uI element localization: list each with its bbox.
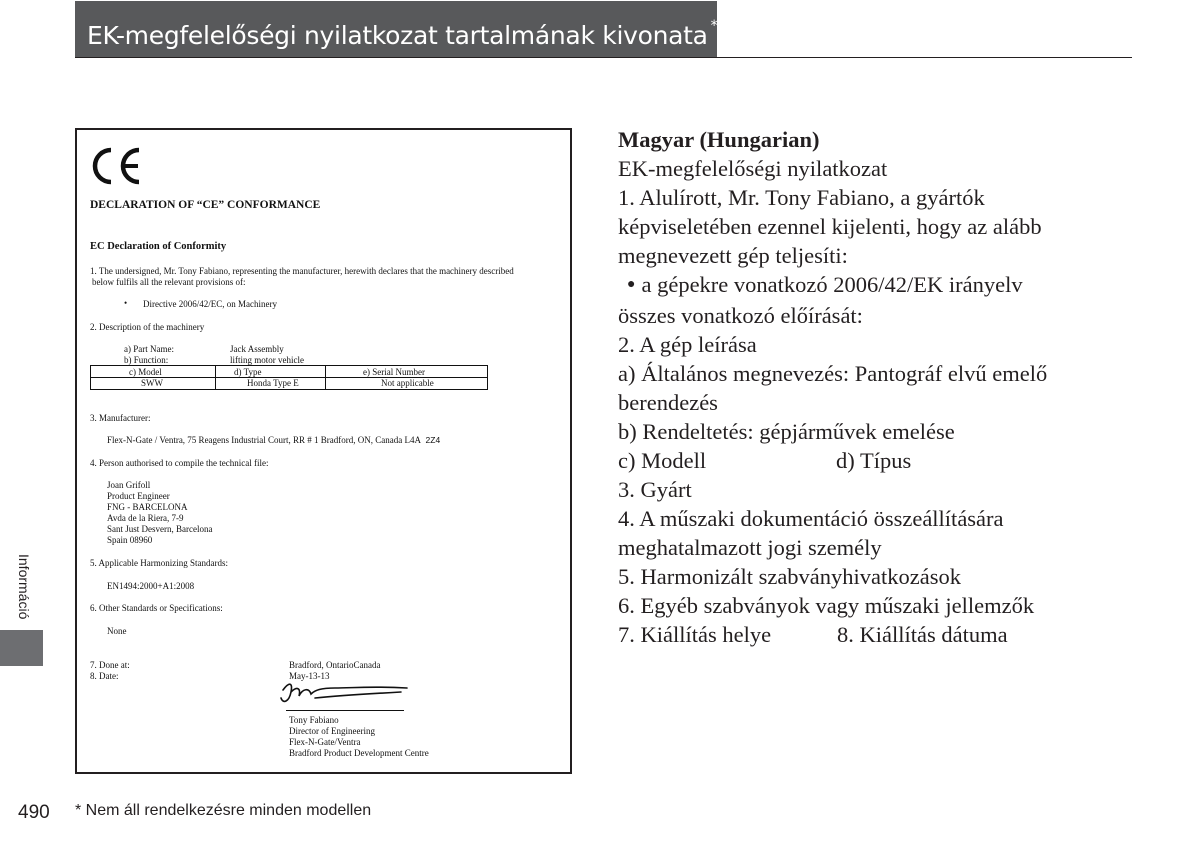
translation-line: képviseletében ezennel kijelenti, hogy az alább — [618, 214, 1042, 239]
part-name-value: Jack Assembly — [230, 344, 284, 354]
translation-bullet-item — [618, 270, 1178, 301]
model-type-table — [90, 365, 488, 390]
item4-line: Product Engineer — [107, 491, 170, 501]
table-header-type: d) Type — [234, 367, 262, 377]
item4-line: Avda de la Riera, 7-9 — [107, 513, 184, 523]
item8-label: 8. Date: — [90, 671, 119, 681]
translation-line: 2. A gép leírása — [618, 332, 757, 358]
item6-value: None — [107, 626, 127, 636]
item6-title: 6. Other Standards or Specifications: — [90, 603, 223, 613]
translation-line: megnevezett gép teljesíti: — [618, 243, 848, 268]
table-cell-type: Honda Type E — [247, 378, 299, 388]
translation-line: b) Rendeltetés: gépjárművek emelése — [618, 419, 955, 445]
translation-model: c) Modell — [618, 448, 707, 474]
side-tab-label: Információ — [16, 554, 32, 620]
translation-subtitle: EK-megfelelőségi nyilatkozat — [618, 156, 888, 181]
translation-line: 1. Alulírott, Mr. Tony Fabiano, a gyártók — [618, 185, 985, 210]
translation-date: 8. Kiállítás dátuma — [837, 622, 1008, 648]
page-title — [87, 18, 718, 50]
item7-value: Bradford, OntarioCanada — [289, 660, 381, 670]
footnote: * Nem áll rendelkezésre minden modellen — [75, 802, 372, 819]
item3-title: 3. Manufacturer: — [90, 413, 151, 423]
signatory-line: Bradford Product Development Centre — [289, 748, 429, 758]
ec-declaration-title: EC Declaration of Conformity — [90, 241, 227, 252]
title-footnote-mark: * — [710, 18, 718, 34]
item4-line: Sant Just Desvern, Barcelona — [107, 524, 213, 534]
declaration-title: DECLARATION OF “CE” CONFORMANCE — [90, 199, 321, 211]
signatory-line: Flex-N-Gate/Ventra — [289, 737, 361, 747]
part-name-label: a) Part Name: — [124, 344, 174, 354]
translation-heading: Magyar (Hungarian) — [618, 127, 820, 152]
manufacturer-postal-code: 2Z4 — [425, 435, 441, 445]
function-value: lifting motor vehicle — [230, 355, 304, 365]
manufacturer-address: Flex-N-Gate / Ventra, 75 Reagens Industrial Court, RR # 1 Bradford, ON, Canada L4A — [107, 435, 422, 445]
item3-value — [107, 435, 440, 445]
item4-title: 4. Person authorised to compile the technical file: — [90, 458, 269, 468]
function-label: b) Function: — [124, 355, 169, 365]
table-header-model: c) Model — [129, 367, 162, 377]
table-divider — [325, 366, 326, 389]
translation-line: 5. Harmonizált szabványhivatkozások — [618, 564, 962, 590]
translation-bullet-text: a gépekre vonatkozó 2006/42/EK irányelv — [641, 272, 1023, 297]
translation-line-model-type — [618, 446, 1178, 475]
item1-line1: 1. The undersigned, Mr. Tony Fabiano, representing the manufacturer, herewith declares that the machinery described — [90, 266, 514, 276]
item1-bullet-dot: • — [124, 298, 128, 308]
table-header-serial: e) Serial Number — [363, 367, 425, 377]
translation-line: 4. A műszaki dokumentáció összeállítására — [618, 506, 1004, 532]
translation-place: 7. Kiállítás helye — [618, 622, 772, 648]
translation-type: d) Típus — [836, 448, 912, 474]
item7-label: 7. Done at: — [90, 660, 130, 670]
item5-value: EN1494:2000+A1:2008 — [107, 581, 195, 591]
item8-value: May-13-13 — [289, 671, 330, 681]
signatory-line: Director of Engineering — [289, 726, 375, 736]
item4-line: FNG - BARCELONA — [107, 502, 188, 512]
table-cell-serial: Not applicable — [381, 378, 434, 388]
signature-line — [286, 710, 404, 711]
translation-line: meghatalmazott jogi személy — [618, 535, 882, 561]
hungarian-translation — [618, 125, 1178, 649]
signatory-line: Tony Fabiano — [289, 715, 339, 725]
signature-image — [275, 676, 415, 710]
page-title-text: EK-megfelelőségi nyilatkozat tartalmának kivonata — [87, 21, 708, 50]
ce-mark-icon — [89, 144, 143, 188]
translation-line: a) Általános megnevezés: Pantográf elvű emelő — [618, 361, 1048, 387]
translation-line: 3. Gyárt — [618, 477, 692, 503]
table-cell-model: SWW — [141, 378, 163, 388]
translation-line-place-date — [618, 620, 1178, 649]
page-number: 490 — [18, 802, 50, 823]
item5-title: 5. Applicable Harmonizing Standards: — [90, 558, 228, 568]
item1-line2: below fulfils all the relevant provisions of: — [92, 277, 246, 287]
item1-bullet-text: Directive 2006/42/EC, on Machinery — [143, 299, 277, 309]
item2-title: 2. Description of the machinery — [90, 322, 205, 332]
item4-line: Joan Grifoll — [107, 480, 151, 490]
translation-line: összes vonatkozó előírását: — [618, 303, 863, 329]
translation-line: berendezés — [618, 390, 718, 416]
side-tab — [0, 630, 43, 666]
bullet-icon: ● — [627, 277, 636, 293]
header-divider — [75, 57, 1132, 58]
ce-declaration-scan — [75, 128, 572, 774]
table-divider — [215, 366, 216, 389]
section-title-bar — [75, 1, 717, 58]
item4-line: Spain 08960 — [107, 535, 153, 545]
translation-line: 6. Egyéb szabványok vagy műszaki jellemzők — [618, 593, 1035, 619]
